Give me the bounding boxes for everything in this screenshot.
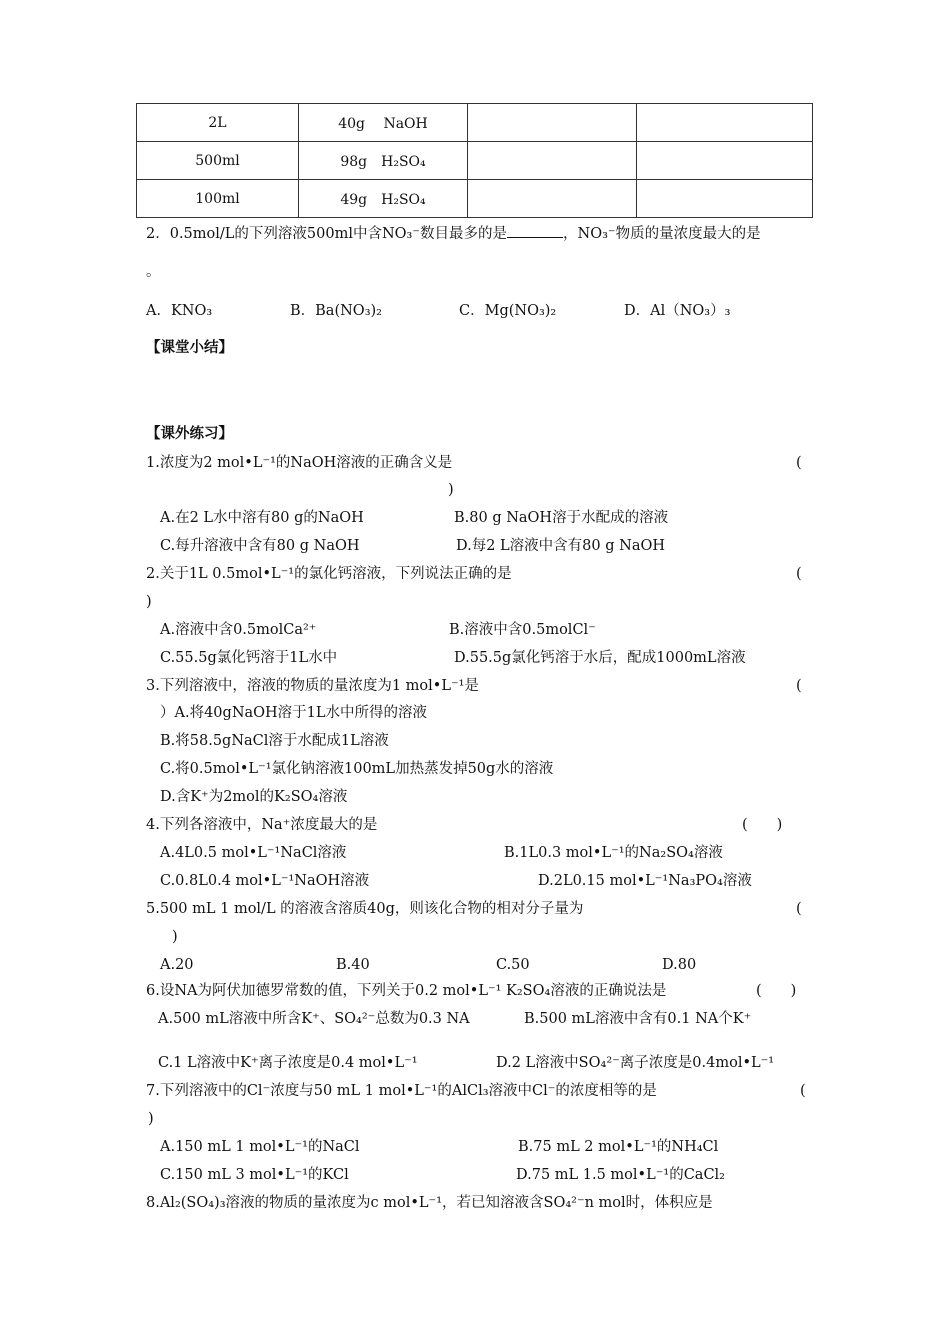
- table-cell: 100ml: [137, 180, 299, 218]
- answer-paren-open: (: [796, 901, 802, 917]
- table-cell: [468, 180, 637, 218]
- table-cell: 49g H₂SO₄: [299, 180, 468, 218]
- table-cell: [637, 142, 813, 180]
- option-a: A.在2 L水中溶有80 g的NaOH: [160, 510, 364, 526]
- table-row: [137, 142, 813, 180]
- option-b: B.溶液中含0.5molCl⁻: [449, 622, 596, 638]
- answer-paren-close: ): [172, 929, 178, 945]
- option-d: D.含K⁺为2mol的K₂SO₄溶液: [160, 789, 348, 805]
- answer-paren-open: (: [800, 1083, 806, 1099]
- option-b: B.500 mL溶液中含有0.1 NA个K⁺: [524, 1011, 752, 1027]
- table-row: [137, 104, 813, 142]
- exercise-5-stem: 5.500 mL 1 mol/L 的溶液含溶质40g，则该化合物的相对分子量为: [146, 901, 584, 917]
- question-2-stem: [146, 223, 761, 244]
- exercise-2-stem: 2.关于1L 0.5mol•L⁻¹的氯化钙溶液，下列说法正确的是: [146, 566, 512, 582]
- table-cell: 98g H₂SO₄: [299, 142, 468, 180]
- answer-paren-open: (: [796, 455, 802, 471]
- question-2-stem-part2: ，NO₃⁻物质的量浓度最大的是: [563, 226, 761, 242]
- exercise-4-stem: 4.下列各溶液中，Na⁺浓度最大的是: [146, 817, 378, 833]
- option-a: ）A.将40gNaOH溶于1L水中所得的溶液: [160, 705, 428, 721]
- option-b: B.1L0.3 mol•L⁻¹的Na₂SO₄溶液: [504, 845, 723, 861]
- option-d: D.75 mL 1.5 mol•L⁻¹的CaCl₂: [516, 1167, 725, 1183]
- table-cell: [637, 104, 813, 142]
- question-2-stem-part1: 2．0.5mol/L的下列溶液500ml中含NO₃⁻数目最多的是: [146, 226, 508, 242]
- solution-table: [136, 103, 813, 218]
- option-c: C.50: [496, 957, 530, 973]
- answer-paren-open: (: [796, 678, 802, 694]
- table-cell: 2L: [137, 104, 299, 142]
- table-cell: [468, 142, 637, 180]
- option-a: A.20: [160, 957, 194, 973]
- option-a: A.500 mL溶液中所含K⁺、SO₄²⁻总数为0.3 NA: [158, 1011, 470, 1027]
- option-a: A.4L0.5 mol•L⁻¹NaCl溶液: [160, 845, 347, 861]
- table-cell: [468, 104, 637, 142]
- option-c: C.1 L溶液中K⁺离子浓度是0.4 mol•L⁻¹: [158, 1055, 418, 1071]
- table-cell: [637, 180, 813, 218]
- exercise-1-stem: 1.浓度为2 mol•L⁻¹的NaOH溶液的正确含义是: [146, 455, 453, 471]
- option-b: B．Ba(NO₃)₂: [290, 303, 382, 319]
- answer-paren-open: (: [796, 566, 802, 582]
- answer-paren-close: ): [448, 482, 454, 498]
- option-d: D.2 L溶液中SO₄²⁻离子浓度是0.4mol•L⁻¹: [496, 1055, 775, 1071]
- answer-paren-close: ): [148, 1111, 154, 1127]
- exercise-3-stem: 3.下列溶液中，溶液的物质的量浓度为1 mol•L⁻¹是: [146, 678, 479, 694]
- exercise-8-stem: 8.Al₂(SO₄)₃溶液的物质的量浓度为c mol•L⁻¹，若已知溶液含SO₄²⁻n mol时，体积应是: [146, 1195, 713, 1211]
- option-c: C.55.5g氯化钙溶于1L水中: [160, 650, 338, 666]
- option-c: C.每升溶液中含有80 g NaOH: [160, 538, 360, 554]
- table-cell: 500ml: [137, 142, 299, 180]
- option-d: D.55.5g氯化钙溶于水后，配成1000mL溶液: [454, 650, 746, 666]
- option-c: C.0.8L0.4 mol•L⁻¹NaOH溶液: [160, 873, 370, 889]
- section-heading-summary: 【课堂小结】: [146, 339, 233, 356]
- option-c: C.将0.5mol•L⁻¹氯化钠溶液100mL加热蒸发掉50g水的溶液: [160, 761, 554, 777]
- answer-blank[interactable]: [507, 223, 563, 238]
- table-row: [137, 180, 813, 218]
- option-d: D.每2 L溶液中含有80 g NaOH: [456, 538, 665, 554]
- exercise-7-stem: 7.下列溶液中的Cl⁻浓度与50 mL 1 mol•L⁻¹的AlCl₃溶液中Cl⁻的浓度相等的是: [146, 1083, 657, 1099]
- answer-paren: ( ): [756, 983, 797, 999]
- option-a: A.溶液中含0.5molCa²⁺: [160, 622, 317, 638]
- option-b: B.75 mL 2 mol•L⁻¹的NH₄Cl: [518, 1139, 719, 1155]
- option-b: B.80 g NaOH溶于水配成的溶液: [454, 510, 669, 526]
- option-b: B.将58.5gNaCl溶于水配成1L溶液: [160, 733, 389, 749]
- option-c: C．Mg(NO₃)₂: [459, 303, 557, 319]
- option-b: B.40: [336, 957, 370, 973]
- section-heading-exercise: 【课外练习】: [146, 425, 233, 442]
- table-cell: 40g NaOH: [299, 104, 468, 142]
- option-d: D.2L0.15 mol•L⁻¹Na₃PO₄溶液: [538, 873, 752, 889]
- option-a: A.150 mL 1 mol•L⁻¹的NaCl: [160, 1139, 360, 1155]
- answer-paren-close: ): [146, 594, 152, 610]
- option-a: A．KNO₃: [146, 303, 213, 319]
- answer-paren: ( ): [742, 817, 783, 833]
- option-d: D．Al（NO₃）₃: [624, 303, 731, 319]
- question-2-tail: 。: [146, 264, 161, 280]
- option-d: D.80: [662, 957, 697, 973]
- exercise-6-stem: 6.设NA为阿伏加德罗常数的值，下列关于0.2 mol•L⁻¹ K₂SO₄溶液的正确说法是: [146, 983, 667, 999]
- option-c: C.150 mL 3 mol•L⁻¹的KCl: [160, 1167, 349, 1183]
